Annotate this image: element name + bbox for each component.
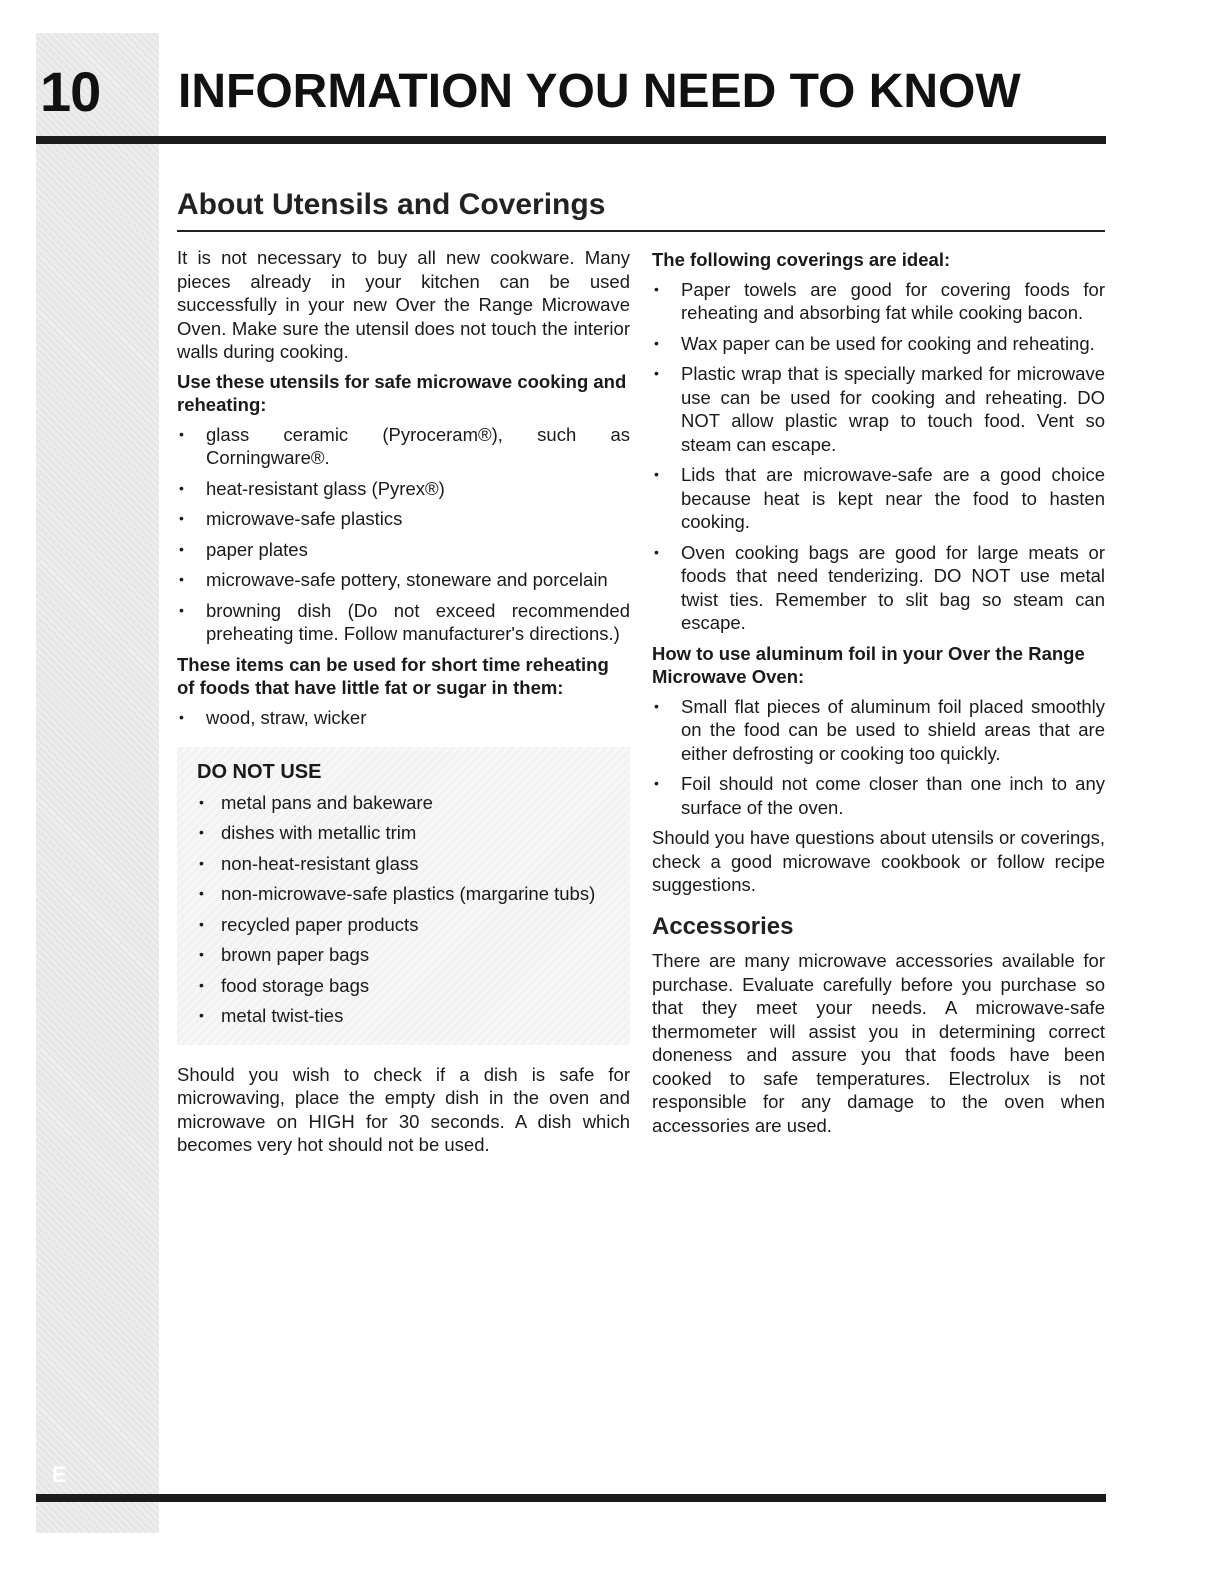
accessories-paragraph: There are many microwave accessories available for purchase. Evaluate carefully before you purchase so that they meet your needs. A microwave-safe thermometer will assist you in determining correct doneness and assure you that foods have been cooked to safe temperatures. Electrolux is not responsible for any damage to the oven when accessories are used. [652, 950, 1105, 1136]
list-item: • brown paper bags [199, 944, 370, 965]
coverings-list [652, 278, 1105, 635]
use-utensils-heading: Use these utensils for safe microwave cooking and reheating: [177, 370, 627, 415]
bullet-icon: • [654, 280, 659, 297]
bullet-icon: • [654, 334, 659, 351]
list-item: • metal pans and bakeware [199, 791, 433, 813]
bullet-icon: • [199, 885, 204, 901]
list-item: • microwave-safe plastics [179, 508, 403, 529]
list-item: • wood, straw, wicker [179, 706, 367, 728]
bullet-icon: • [199, 854, 204, 871]
bullet-icon: • [654, 775, 659, 791]
bullet-icon: • [179, 571, 184, 587]
questions-paragraph: Should you have questions about utensils or coverings, check a good microwave cookbook or follow recipe suggestions. [652, 827, 1105, 895]
list-item: • Oven cooking bags are good for large meats or foods that need tenderizing. DO NOT use metal twist ties. Remember to slit bag so steam can escape. [654, 541, 1105, 633]
bullet-icon: • [199, 976, 204, 993]
bullet-icon: • [199, 1007, 204, 1023]
list-item: • recycled paper products [199, 913, 419, 935]
bullet-icon: • [179, 510, 184, 526]
list-item: • Foil should not come closer than one inch to any surface of the oven. [654, 773, 1105, 818]
list-item: • Paper towels are good for covering foods for reheating and absorbing fat while cooking bacon. [654, 278, 1105, 323]
bullet-icon: • [199, 824, 204, 840]
accessories-title: Accessories [652, 912, 794, 940]
list-item: • metal twist-ties [199, 1005, 344, 1026]
bullet-icon: • [179, 540, 184, 557]
list-item: • Wax paper can be used for cooking and reheating. [654, 332, 1095, 354]
aluminum-foil-heading: How to use aluminum foil in your Over the Range Microwave Oven: [652, 642, 1085, 687]
language-letter: E [52, 1462, 67, 1487]
header-rule [36, 136, 1106, 144]
bullet-icon: • [654, 543, 659, 560]
coverings-heading: The following coverings are ideal: [652, 249, 951, 270]
list-item: • Lids that are microwave-safe are a good choice because heat is kept near the food to hasten cooking. [654, 464, 1105, 532]
bullet-icon: • [179, 425, 184, 442]
bullet-icon: • [199, 793, 204, 810]
bullet-icon: • [199, 946, 204, 962]
list-item: • paper plates [179, 538, 308, 560]
aluminum-foil-list [652, 695, 1105, 820]
list-item: • browning dish (Do not exceed recommended preheating time. Follow manufacturer's directions.) [179, 599, 630, 644]
list-item: • non-heat-resistant glass [199, 852, 419, 874]
bullet-icon: • [179, 479, 184, 496]
do-not-use-list [197, 791, 616, 1028]
page-number: 10 [40, 60, 101, 123]
short-reheat-heading: These items can be used for short time reheating of foods that have little fat or sugar in them: [177, 653, 609, 698]
list-item: • food storage bags [199, 974, 370, 996]
do-not-use-box [177, 747, 630, 1045]
right-column [652, 246, 1105, 1143]
short-reheat-list [177, 706, 630, 730]
side-strip [36, 33, 159, 1533]
bullet-icon: • [654, 697, 659, 714]
left-column [177, 246, 630, 1163]
list-item: • heat-resistant glass (Pyrex®) [179, 477, 445, 499]
intro-paragraph: It is not necessary to buy all new cookware. Many pieces already in your kitchen can be used successfully in your new Over the Range Microwave Oven. Make sure the utensil does not touch the interior walls during cooking. [177, 247, 630, 362]
section-rule [177, 230, 1105, 232]
use-utensils-list [177, 423, 630, 646]
list-item: • glass ceramic (Pyroceram®), such as Corningware®. [179, 423, 630, 468]
dish-check-paragraph: Should you wish to check if a dish is safe for microwaving, place the empty dish in the oven and microwave on HIGH for 30 seconds. A dish which becomes very hot should not be used. [177, 1063, 630, 1155]
bullet-icon: • [179, 708, 184, 725]
do-not-use-title: DO NOT USE [197, 761, 322, 783]
bullet-icon: • [199, 915, 204, 932]
bullet-icon: • [654, 365, 659, 381]
bullet-icon: • [179, 601, 184, 618]
footer-rule [36, 1494, 1106, 1502]
list-item: • dishes with metallic trim [199, 822, 417, 843]
page-title: INFORMATION YOU NEED TO KNOW [178, 65, 1021, 118]
list-item: • non-microwave-safe plastics (margarine tubs) [199, 883, 596, 904]
section-title: About Utensils and Coverings [177, 188, 606, 221]
list-item: • Small flat pieces of aluminum foil placed smoothly on the food can be used to shield areas that are either defrosting or cooking too quickly. [654, 695, 1105, 764]
list-item: • Plastic wrap that is specially marked for microwave use can be used for cooking and reheating. DO NOT allow plastic wrap to touch food. Vent so steam can escape. [654, 363, 1105, 455]
bullet-icon: • [654, 466, 659, 482]
list-item: • microwave-safe pottery, stoneware and porcelain [179, 569, 608, 590]
